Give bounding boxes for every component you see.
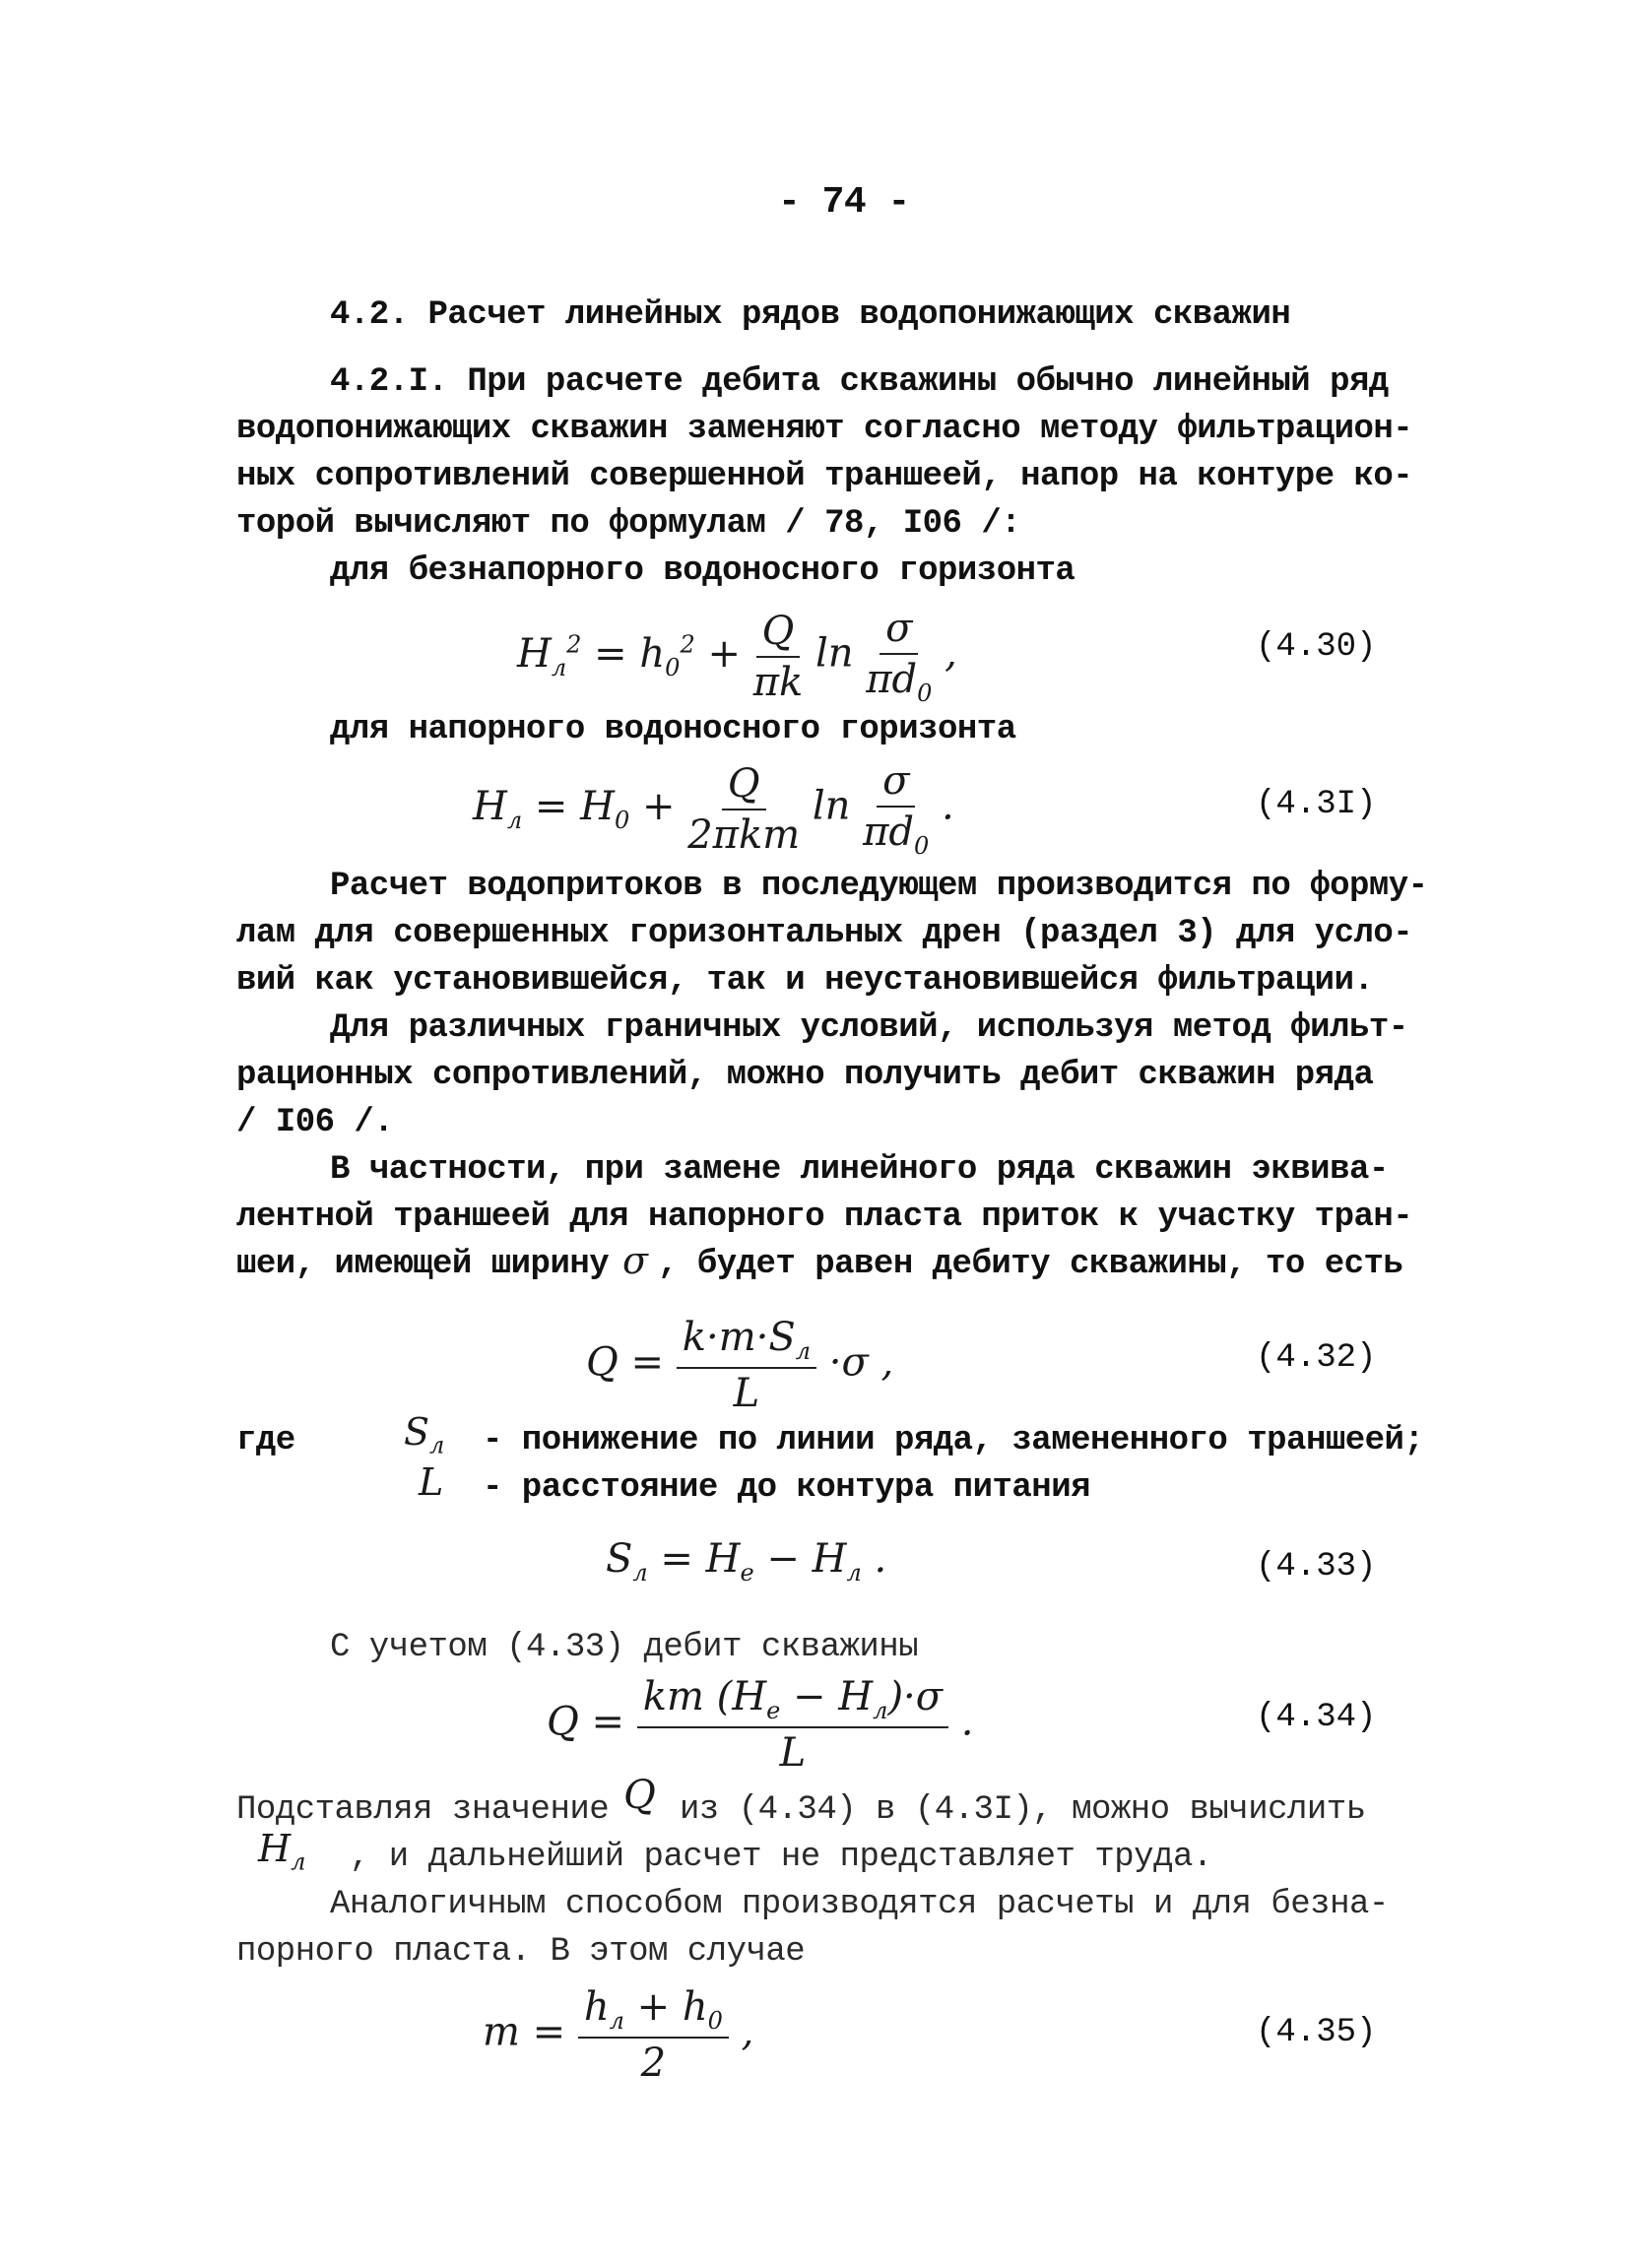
paragraph-line: / I06 /. [236, 1104, 394, 1141]
equation-number: (4.30) [1256, 628, 1377, 666]
symbol-q: Q [623, 1773, 656, 1818]
paragraph-line: порного пласта. В этом случае [236, 1933, 806, 1971]
equation-number: (4.3I) [1256, 786, 1377, 823]
page-number: - 74 - [778, 181, 910, 224]
paragraph-line: торой вычисляют по формулам / 78, I06 /: [236, 505, 1021, 543]
label-unconfined: для безнапорного водоносного горизонта [330, 552, 1075, 590]
label-confined: для напорного водоносного горизонта [330, 711, 1016, 748]
formula-4-33: $S_л = H_e - H_л$ . [606, 1536, 887, 1587]
formula-4-30: $H_л^2 = h_0^2$ + $\frac{Q}{\pi k}$ ln $\frac{\sigma}{\pi d_0}$ , [517, 606, 957, 707]
formula-4-34: Q = $\frac{km (H_e - H_л)\cdot\sigma}{L}$ . [547, 1674, 974, 1776]
equation-number: (4.35) [1256, 2014, 1377, 2051]
paragraph-line: ных сопротивлений совершенной траншеей, напор на контуре ко- [236, 458, 1413, 495]
where-item: - понижение по линии ряда, замененного траншеей; [483, 1422, 1424, 1459]
equation-number: (4.33) [1256, 1548, 1377, 1586]
paragraph-line: водопонижающих скважин заменяют согласно методу фильтрацион- [236, 411, 1413, 448]
symbol-l: L [419, 1460, 444, 1504]
symbol-h-l: $H_л$ [258, 1827, 306, 1876]
paragraph-line: С учетом (4.33) дебит скважины [330, 1629, 919, 1666]
symbol-sigma: σ [622, 1239, 648, 1282]
paragraph-line: , будет равен дебиту скважины, то есть [658, 1246, 1403, 1283]
paragraph-line: лам для совершенных горизонтальных дрен (раздел 3) для усло- [236, 915, 1413, 952]
formula-4-32: Q = $\frac{k\cdot m\cdot S_л}{L}$ ·σ , [586, 1315, 894, 1416]
symbol-s-l: $S_л$ [404, 1410, 445, 1459]
equation-number: (4.34) [1256, 1699, 1377, 1736]
formula-4-35: m = $\frac{h_л + h_0}{2}$ , [483, 1984, 754, 2086]
equation-number: (4.32) [1256, 1339, 1377, 1377]
paragraph-line: рационных сопротивлений, можно получить дебит скважин ряда [236, 1057, 1374, 1094]
paragraph-line: Подставляя значение [236, 1791, 610, 1829]
paragraph-line: из (4.34) в (4.3I), можно вычислить [680, 1791, 1366, 1829]
paragraph-line: 4.2.I. При расчете дебита скважины обычно линейный ряд [330, 363, 1389, 401]
paragraph-line: В частности, при замене линейного ряда скважин эквива- [330, 1151, 1389, 1189]
paragraph-line: Для различных граничных условий, используя метод фильт- [330, 1009, 1408, 1047]
where-item: - расстояние до контура питания [483, 1469, 1091, 1507]
section-heading: 4.2. Расчет линейных рядов водопонижающих скважин [330, 296, 1291, 334]
paragraph-line: Расчет водопритоков в последующем производится по форму- [330, 868, 1428, 905]
paragraph-line: Аналогичным способом производятся расчеты и для безна- [330, 1886, 1389, 1923]
where-word: где [236, 1422, 295, 1459]
paragraph-line: вий как установившейся, так и неустановившейся фильтрации. [236, 962, 1374, 1000]
paragraph-line: лентной траншеей для напорного пласта приток к участку тран- [236, 1199, 1413, 1236]
paragraph-line: , и дальнейший расчет не представляет труда. [350, 1839, 1212, 1876]
formula-4-31: $H_л = H_0$ + $\frac{Q}{\text{2πkm}}$ ln $\frac{\sigma}{\pi d_0}$ . [473, 758, 954, 860]
paragraph-line: шеи, имеющей ширину [236, 1246, 610, 1283]
